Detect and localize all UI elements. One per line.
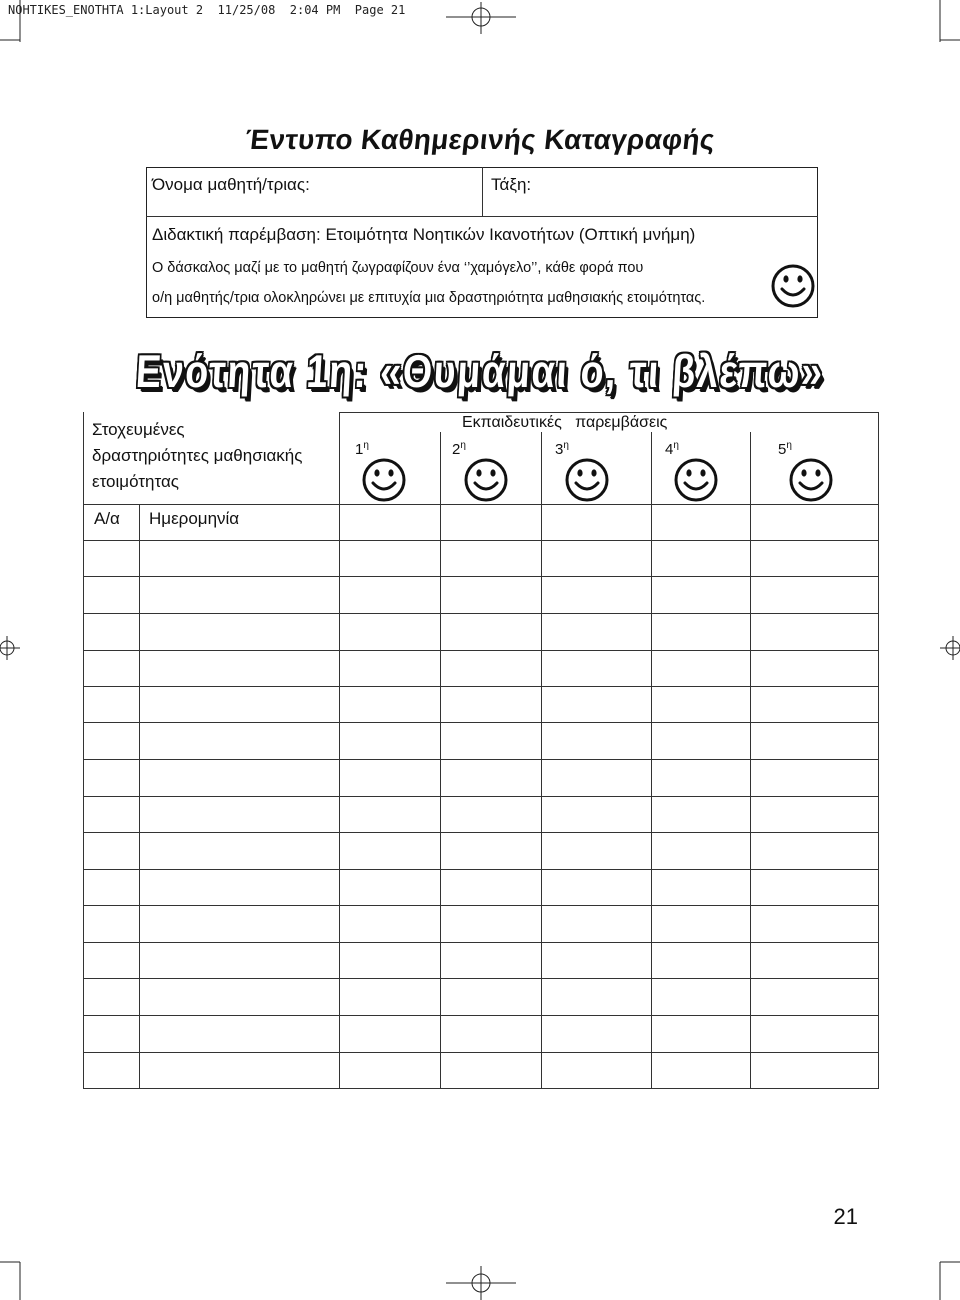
targeted-activities-header-line3: ετοιμότητας — [92, 472, 179, 491]
instruction-text-line1: Ο δάσκαλος μαζί με το μαθητή ζωγραφίζουν ένα ‘’χαμόγελο’’, κάθε φορά που — [152, 260, 644, 276]
column-header-aa: Α/α — [94, 509, 120, 528]
session-3-label: $3^\eta$ — [555, 440, 569, 458]
interventions-header: Εκπαιδευτικές παρεμβάσεις — [462, 414, 668, 431]
student-name-label: Όνομα μαθητή/τριας: — [152, 175, 310, 194]
session-2-label: $2^\eta$ — [452, 440, 466, 458]
instruction-text-line2: ο/η μαθητής/τρια ολοκληρώνει με επιτυχία μια δραστηριότητα μαθησιακής ετοιμότητας. — [152, 290, 706, 306]
column-header-date: Ημερομηνία — [149, 509, 240, 528]
unit-title: Ενότητα 1η: «Θυμάμαι ό, τι βλέπω» — [134, 345, 826, 397]
targeted-activities-header-line1: Στοχευμένες — [92, 420, 185, 439]
session-4-label: $4^\eta$ — [665, 440, 679, 458]
session-5-label: $5^\eta$ — [778, 440, 792, 458]
page-number: 21 — [833, 1204, 858, 1229]
targeted-activities-header-line2: δραστηριότητες μαθησιακής — [92, 446, 303, 465]
intervention-label: Διδακτική παρέμβαση: Ετοιμότητα Νοητικών Ικανοτήτων (Οπτική μνήμη) — [152, 225, 696, 244]
session-1-label: $1^\eta$ — [355, 440, 369, 458]
class-label: Τάξη: — [491, 175, 532, 194]
printer-slug: NOHTIKES_ENOTHTA 1:Layout 2 11/25/08 2:04 PM Page 21 — [8, 3, 406, 17]
form-title: Έντυπο Καθημερινής Καταγραφής — [243, 124, 717, 155]
